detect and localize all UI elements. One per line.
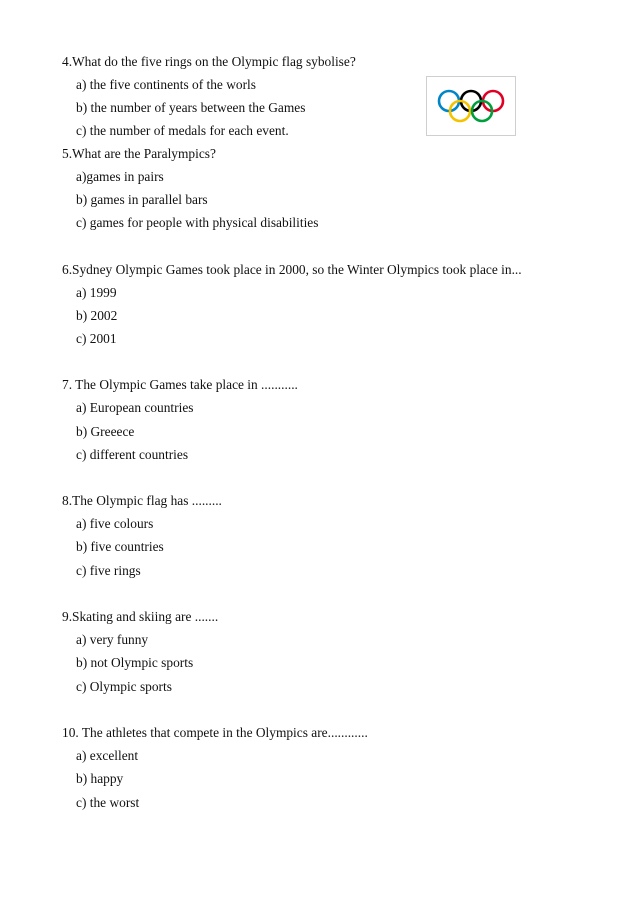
question-8-option-c: c) five rings xyxy=(76,563,141,578)
question-4-text: 4.What do the five rings on the Olympic flag sybolise? xyxy=(62,54,356,69)
question-7-option-a: a) European countries xyxy=(76,400,194,415)
question-5-option-b: b) games in parallel bars xyxy=(76,192,208,207)
question-6-text: 6.Sydney Olympic Games took place in 2000, so the Winter Olympics took place in... xyxy=(62,262,522,277)
question-10-text: 10. The athletes that compete in the Olympics are............ xyxy=(62,725,368,740)
question-6-option-b: b) 2002 xyxy=(76,308,118,323)
question-10-option-c: c) the worst xyxy=(76,795,140,810)
question-4-option-b: b) the number of years between the Games xyxy=(76,100,306,115)
question-9-option-b: b) not Olympic sports xyxy=(76,655,194,670)
question-6-option-c: c) 2001 xyxy=(76,331,117,346)
question-5-option-c: c) games for people with physical disabilities xyxy=(76,215,319,230)
question-6-option-a: a) 1999 xyxy=(76,285,117,300)
question-8-text: 8.The Olympic flag has ......... xyxy=(62,493,222,508)
olympic-rings-icon xyxy=(427,77,515,135)
question-5-option-a: a)games in pairs xyxy=(76,169,164,184)
question-9-text: 9.Skating and skiing are ....... xyxy=(62,609,219,624)
question-10-option-a: a) excellent xyxy=(76,748,139,763)
question-7-option-c: c) different countries xyxy=(76,447,189,462)
olympic-flag-image xyxy=(426,76,516,136)
question-8-option-a: a) five colours xyxy=(76,516,154,531)
question-9-option-c: c) Olympic sports xyxy=(76,679,172,694)
question-10-option-b: b) happy xyxy=(76,771,124,786)
question-8-option-b: b) five countries xyxy=(76,539,164,554)
question-4-option-a: a) the five continents of the worls xyxy=(76,77,256,92)
question-7-text: 7. The Olympic Games take place in ........... xyxy=(62,377,298,392)
question-4-option-c: c) the number of medals for each event. xyxy=(76,123,289,138)
question-7-option-b: b) Greeece xyxy=(76,424,135,439)
question-5-text: 5.What are the Paralympics? xyxy=(62,146,216,161)
question-9-option-a: a) very funny xyxy=(76,632,149,647)
